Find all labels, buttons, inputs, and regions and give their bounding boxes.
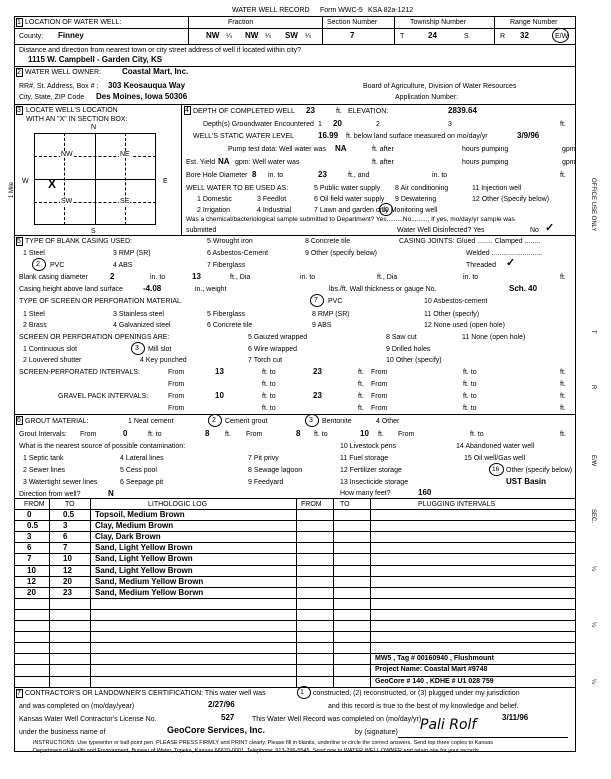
log-grid-line	[15, 631, 575, 632]
range-number-label: Range Number	[510, 19, 558, 26]
grout-bentonite: Bentonite	[322, 418, 352, 425]
log-from-cell: 12	[27, 576, 36, 586]
log-to-cell: 0.5	[63, 510, 75, 519]
township-value: 24	[428, 31, 437, 40]
mill-slot-circle: 3	[131, 342, 145, 355]
opening-mill-slot: Mill slot	[148, 346, 172, 353]
log-description-cell: Sand, Light Yellow Brown	[95, 554, 193, 564]
screen-intervals-label: SCREEN-PERFORATED INTERVALS:	[19, 369, 140, 376]
section-1-number: 1	[17, 19, 21, 26]
casing-type-label: TYPE OF BLANK CASING USED:	[25, 238, 132, 245]
log-to-cell: 3	[63, 521, 68, 531]
feet-value: 160	[418, 488, 432, 497]
log-description-cell: Sand, Light Yellow Brown	[95, 543, 193, 553]
ew-circle	[552, 28, 569, 43]
openings-label: SCREEN OR PERFORATION OPENINGS ARE:	[19, 334, 170, 341]
log-grid-line	[15, 598, 575, 599]
grout-to-1: 8	[205, 429, 210, 438]
signature: Pali Rolf	[420, 717, 477, 733]
log-note: Project Name: Coastal Mart #9748	[375, 666, 488, 674]
cement-grout-circle: 2	[208, 414, 222, 427]
threaded-check: ✓	[506, 257, 516, 269]
log-description-cell: Clay, Medium Brown	[95, 521, 174, 531]
screen-from-value: 13	[215, 367, 224, 376]
log-to-cell: 6	[63, 532, 68, 542]
screen-pvc: PVC	[328, 298, 343, 305]
fraction-label: Fraction	[228, 19, 254, 26]
log-from-cell: 3	[27, 532, 32, 542]
quarter-3: SW	[285, 31, 298, 40]
one-mile-label: 1 Mile	[9, 181, 15, 198]
application-label: Application Number:	[395, 94, 459, 101]
bore-diameter-value: 8	[252, 170, 257, 179]
gravel-to-value: 23	[313, 391, 322, 400]
county-label: County:	[19, 33, 44, 40]
license-value: 527	[221, 713, 235, 722]
log-grid-line	[15, 642, 575, 643]
screen-pvc-circle: 7	[310, 294, 324, 307]
monitoring-well-circle	[379, 203, 393, 216]
city-value: Des Moines, Iowa 50306	[96, 92, 188, 101]
depth-label: DEPTH OF COMPLETED WELL	[193, 108, 295, 115]
bore-depth-value: 23	[318, 170, 327, 179]
street-value: 303 Keosauqua Way	[108, 81, 186, 90]
ust-basin-value: UST Basin	[506, 477, 547, 486]
yield-value: NA	[218, 157, 230, 166]
form-number: Form WWC-5	[320, 7, 363, 14]
log-description-cell: Topsoil, Medium Brown	[95, 510, 185, 519]
office-use-label: OFFICE USE ONLY	[590, 178, 596, 232]
elevation-value: 2839.64	[448, 106, 477, 115]
log-from-cell: 10	[27, 565, 36, 575]
log-grid-line	[15, 676, 575, 677]
screen-to-value: 23	[313, 367, 322, 376]
groundwater-label: Depth(s) Groundwater Encountered	[203, 121, 314, 128]
county-value: Finney	[58, 31, 84, 40]
log-grid-line	[15, 620, 575, 621]
quarter-1: NW	[206, 31, 220, 40]
casing-joints-label: CASING JOINTS: Glued ........ Clamped ........	[399, 238, 541, 245]
use-label: WELL WATER TO BE USED AS:	[186, 185, 289, 192]
log-to-cell: 12	[63, 565, 72, 575]
address-value: 1115 W. Campbell - Garden City, KS	[28, 55, 163, 64]
business-name-value: GeoCore Services, Inc.	[167, 725, 266, 735]
section-1-label: LOCATION OF WATER WELL:	[25, 19, 122, 26]
lithologic-log-header: LITHOLOGIC LOG	[148, 501, 208, 508]
direction-value: N	[108, 489, 114, 498]
log-to-cell: 23	[63, 587, 72, 597]
static-level-label: WELL'S STATIC WATER LEVEL	[193, 133, 295, 140]
log-grid-line	[15, 664, 575, 665]
township-number-label: Township Number	[410, 19, 467, 26]
static-level-value: 16.99	[318, 131, 339, 140]
log-description-cell: Clay, Dark Brown	[95, 532, 161, 542]
instructions-line-1: INSTRUCTIONS: Use typewriter or ball point pen. PLEASE PRESS FIRMLY and PRINT clearly. Please fill in blanks, underline or circle the correct answers. Send top three copies to Kansas	[33, 740, 493, 746]
casing-diameter-value: 2	[110, 272, 115, 281]
water-well-record-form: WATER WELL RECORD Form WWC-5 KSA 82a-1212 1 LOCATION OF WATER WELL: Fraction Section Number Township Number Range Number County: Finney NW ¼ NW ¼ SW ¼ 7 T 24 S R 32 E/W Distance and direction from nearest town or city street address of well if located within city? 1115 W. Campbell - Garden City, KS 2 WATER WELL OWNER: Coastal Mart, Inc. RR#, St. Address, Box # : 303 Keosauqua Way Board of Agriculture, Division of Water Resources City, State, ZIP Code Des Moines, Iowa 50306 Application Number: 3 LOCATE WELL'S LOCATION WITH AN "X" IN SECTION BOX: N S W E 1 Mile NW NE SW SE X 4 DEPTH OF COMPLETED WELL 23 ft. ELEVATION: 2839.64 Depth(s) Groundwater Encountered 1 20 2 3 ft. WELL'S STATIC WATER LEVEL 16.99 ft. below land surface measured on mo/day/yr 3/9/96 Pump test data: Well water was NA ft. after hours pumping gpm Est. Yield NA gpm: Well water was ft. after hours pumping gpm Bore Hole Diameter 8 in. to 23 ft., and in. to ft. WELL WATER TO BE USED AS: 5 Public water supply 8 Air conditioning 11 Injection well 1 Domestic 3 Feedlot 6 Oil field water supply 9 Dewatering 12 Other (Specify below) 2 Irrigation 4 Industrial 7 Lawn and garden only 10 Monitoring well Was a chemical/bacteriological sample submitted to Department? Yes.........No.........; If yes, mo/day/yr sample was submitted Water Well Disinfected? Yes No ✓ 5 TYPE OF BLANK CASING USED: 1 Steel 3 RMP (SR) 5 Wrought iron 6 Asbestos-Cement 8 Concrete tile 9 Other (specify below) PVC 2 4 ABS 7 Fiberglass CASING JOINTS: Glued ........ Clamped ........ Welded .......................... Threaded ✓ Blank casing diameter 2 in. to 13 ft., Dia in. to ft., Dia in. to ft. Casing height above land surface -4.08 in., weight lbs./ft. Wall thickness or gauge No. Sch. 40 TYPE OF SCREEN OR PERFORATION MATERIAL PVC 7 10 Asbestos-cement 1 Steel 3 Stainless steel 5 Fiberglass 8 RMP (SR) 11 Other (specify) 2 Brass 4 Galvanized steel 6 Concrete tile 9 ABS 12 None used (open hole) SCREEN OR PERFORATION OPENINGS ARE: 5 Gauzed wrapped 8 Saw cut 11 None (open hole) 1 Continuous slot Mill slot 3 6 Wire wrapped 9 Drilled holes 2 Louvered shutter 4 Key punched 7 Torch cut 10 Other (specify) SCREEN-PERFORATED INTERVALS: From 13 ft. to 23 ft. From ft. to ft. From ft. to ft. From ft. to ft. GRAVEL PACK INTERVALS: From 10 ft. to 23 ft. From ft. to ft. From ft. to ft. From ft. to ft. 6 GROUT MATERIAL: 1 Neat cement Cement grout 2 Bentonite 3 4 Other Grout Intervals: From 0 ft. to 8 ft. From 8 ft. to 10 ft. From ft. to ft. What is the nearest source of possible contamination: 10 Livestock pens 14 Abandoned water well 1 Septic tank 4 Lateral lines 7 Pit privy 11 Fuel storage 15 Oil well/Gas well 2 Sewer lines 5 Cess pool 8 Sewage lagoon 12 Fertilizer storage Other (specify below) 16 3 Watertight sewer lines 6 Seepage pit 9 Feedyard 13 Insecticide storage UST Basin Direction from well? N How many feet? 160 FROM TO LITHOLOGIC LOG FROM TO PLUGGING INTERVALS 0 0.5 Topsoil, Medium Brown 0.5 3 Clay, Medium Brown 3 6 Clay, Dark Brown 6 7 Sand, Light Yellow Brown 7 10 Sand, Light Yellow Brown 10 12 Sand, Light Yellow Brown 12 20 Sand, Medium Yellow Brown 20 23 Sand, Medium Yellow Borwn MW5 , Tag # 00160940 , Flushmount Project Name: Coastal Mart #9748 GeoCore # 140 , KDHE # U1 028 759 7 CONTRACTOR'S OR LANDOWNER'S CERTIFICATION: This water well was 1 constructed, (2) reconstructed, or (3) plugged under my jurisdiction and was completed on (mo/day/year) 2/27/96 and this record is true to the best of my knowledge and belief. Kansas Water Well Contractor's License No. 527 This Water Well Record was completed on (mo/day/yr) 3/11/96 under the business name of GeoCore Services, Inc. by (signature) Pali Rolf INSTRUCTIONS: Use typewriter or ball point pen. PLEASE PRESS FIRMLY and PRINT clearly. Please fill in blanks, underline or circle the correct answers. Send top three copies to Kansas Department of Health and Environment, Bureau of Water, Topeka, Kansas 66620-0001. Telephone: 913-296-5545. Send one to WATER WELL OWNER and retain one for your records. OFFICE USE ONLY T R E/W SEC. ¼ ¼ ¼	[9, 7, 596, 754]
form-title: WATER WELL RECORD	[232, 7, 310, 14]
screen-type-label: TYPE OF SCREEN OR PERFORATION MATERIAL	[19, 298, 181, 305]
grout-from-1: 0	[123, 429, 128, 438]
bentonite-circle: 3	[305, 414, 319, 427]
grout-from-2: 8	[296, 429, 301, 438]
contamination-other: Other (specify below)	[506, 467, 573, 474]
street-label: RR#, St. Address, Box # :	[19, 83, 99, 90]
log-note: MW5 , Tag # 00160940 , Flushmount	[375, 655, 494, 663]
record-date-value: 3/11/96	[502, 713, 529, 722]
city-label: City, State, ZIP Code	[19, 94, 85, 101]
log-from-cell: 0.5	[27, 521, 39, 531]
well-location-mark: X	[48, 177, 57, 191]
elevation-label: ELEVATION:	[348, 108, 389, 115]
wall-gauge-value: Sch. 40	[509, 284, 538, 293]
disinfect-no-check: ✓	[545, 222, 555, 234]
log-grid-line	[15, 609, 575, 610]
depth-value: 23	[306, 106, 315, 115]
gravel-pack-label: GRAVEL PACK INTERVALS:	[58, 393, 149, 400]
use-monitoring-well: 10 Monitoring well	[381, 207, 438, 214]
casing-height-value: -4.08	[143, 284, 162, 293]
owner-label: WATER WELL OWNER:	[25, 69, 101, 76]
certification-label: CONTRACTOR'S OR LANDOWNER'S CERTIFICATION: This water well was	[25, 690, 266, 697]
log-to-cell: 10	[63, 554, 72, 564]
log-description-cell: Sand, Light Yellow Brown	[95, 565, 193, 575]
completed-date-value: 2/27/96	[208, 700, 235, 709]
log-from-cell: 7	[27, 554, 32, 564]
quarter-2: NW	[245, 31, 259, 40]
constructed-circle: 1	[297, 686, 311, 699]
log-grid-line	[15, 653, 575, 654]
locate-label-1: LOCATE WELL'S LOCATION	[26, 107, 118, 114]
static-date-value: 3/9/96	[517, 131, 540, 140]
other-contamination-circle: 16	[489, 463, 504, 476]
log-note: GeoCore # 140 , KDHE # U1 028 759	[375, 677, 494, 685]
locate-label-2: WITH AN "X" IN SECTION BOX:	[26, 116, 128, 123]
casing-to-value: 13	[192, 272, 201, 281]
owner-value: Coastal Mart, Inc.	[122, 67, 189, 76]
instructions-line-2: Department of Health and Environment, Bureau of Water, Topeka, Kansas 66620-0001. Telephone: 913-296-5545. Send one to WATER WELL OWNER and retain one for your records.	[33, 748, 481, 754]
gravel-from-value: 10	[215, 391, 224, 400]
log-to-cell: 7	[63, 543, 68, 553]
log-to-cell: 20	[63, 576, 72, 586]
casing-pvc: PVC	[50, 262, 65, 269]
plugging-intervals-header: PLUGGING INTERVALS	[418, 501, 496, 508]
log-from-cell: 0	[27, 510, 32, 519]
log-from-cell: 20	[27, 587, 36, 597]
log-description-cell: Sand, Medium Yellow Borwn	[95, 587, 204, 597]
groundwater-1-value: 20	[333, 119, 342, 128]
log-description-cell: Sand, Medium Yellow Brown	[95, 576, 204, 586]
pump-test-value: NA	[335, 144, 347, 153]
section-number-label: Section Number	[327, 19, 378, 26]
ksa-ref: KSA 82a-1212	[368, 7, 414, 14]
distance-label: Distance and direction from nearest town or city street address of well if located within city?	[19, 47, 302, 54]
section-value: 7	[350, 31, 355, 40]
grout-cement: Cement grout	[225, 418, 268, 425]
board-label: Board of Agriculture, Division of Water Resources	[363, 83, 517, 90]
grout-material-label: GROUT MATERIAL:	[25, 418, 89, 425]
range-value: 32	[520, 31, 529, 40]
grout-to-2: 10	[360, 429, 369, 438]
casing-pvc-circle: 2	[32, 258, 46, 271]
log-from-cell: 6	[27, 543, 32, 553]
ew-value: E/W	[555, 33, 569, 40]
